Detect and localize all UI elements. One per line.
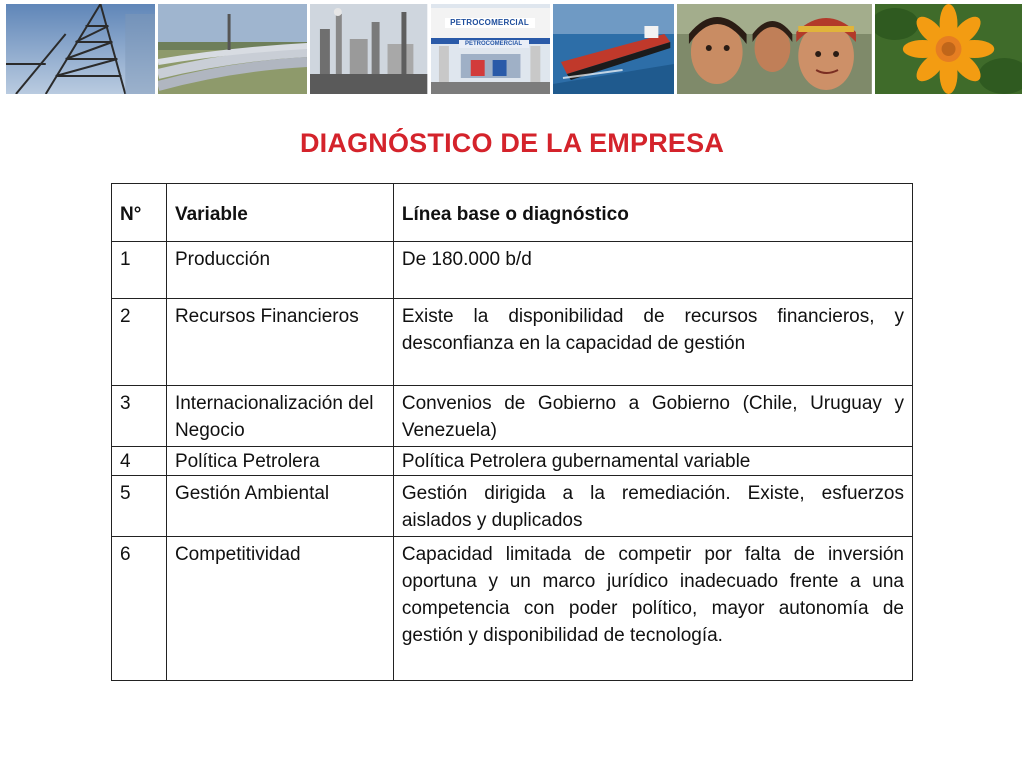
header-photo-banner [6, 4, 1022, 94]
row-number: 6 [112, 537, 167, 681]
row-variable: Gestión Ambiental [166, 476, 393, 537]
row-variable: Competitividad [166, 537, 393, 681]
row-number: 3 [112, 386, 167, 447]
table-row [112, 299, 913, 386]
table-row [112, 242, 913, 299]
row-variable: Política Petrolera [166, 447, 393, 476]
row-baseline: Política Petrolera gubernamental variable [393, 447, 912, 476]
header-baseline: Línea base o diagnóstico [393, 184, 912, 242]
pipeline-photo [158, 4, 307, 94]
row-baseline: De 180.000 b/d [393, 242, 912, 299]
refinery-photo [310, 4, 427, 94]
table-row [112, 447, 913, 476]
row-variable: Recursos Financieros [166, 299, 393, 386]
orange-flower-photo [875, 4, 1022, 94]
row-number: 4 [112, 447, 167, 476]
slide-title: DIAGNÓSTICO DE LA EMPRESA [299, 128, 725, 158]
table-row [112, 476, 913, 537]
row-baseline: Convenios de Gobierno a Gobierno (Chile, Uruguay y Venezuela) [393, 386, 912, 447]
oil-tanker-photo [553, 4, 674, 94]
petrocomercial-station-photo [431, 4, 550, 94]
table-header-row [112, 184, 913, 242]
children-photo [677, 4, 872, 94]
petrocomercial-sign: PETROCOMERCIAL [445, 18, 535, 28]
row-baseline: Gestión dirigida a la remediación. Existe, esfuerzos aislados y duplicados [393, 476, 912, 537]
oil-derrick-photo [6, 4, 155, 94]
row-variable: Producción [166, 242, 393, 299]
row-number: 2 [112, 299, 167, 386]
row-number: 5 [112, 476, 167, 537]
row-baseline: Capacidad limitada de competir por falta de inversión oportuna y un marco jurídico inadecuado frente a una competencia con poder político, mayor autonomía de gestión y disponibilidad de tecnología. [393, 537, 912, 681]
row-variable: Internacionalización del Negocio [166, 386, 393, 447]
table-row [112, 537, 913, 681]
row-baseline: Existe la disponibilidad de recursos financieros, y desconfianza en la capacidad de gestión [393, 299, 912, 386]
row-number: 1 [112, 242, 167, 299]
header-variable: Variable [166, 184, 393, 242]
table-row [112, 386, 913, 447]
header-number: N° [112, 184, 167, 242]
diagnosis-table [111, 183, 913, 681]
petrocomercial-sign-small: PETROCOMERCIAL [459, 40, 529, 48]
